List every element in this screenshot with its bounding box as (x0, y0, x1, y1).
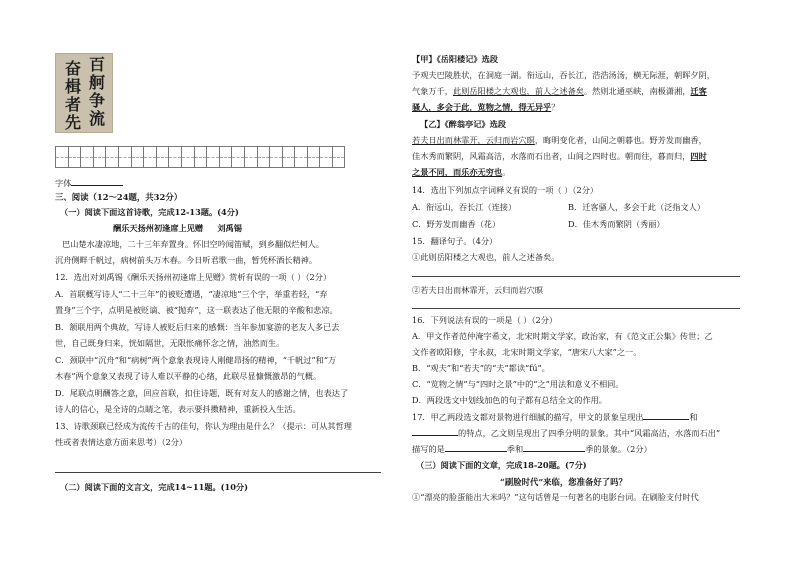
question-17-line2: 的特点，乙文则呈现出了四季分明的景象。其中“风霜高洁，水落而石出” (412, 427, 720, 439)
q14-option-a: A．衔远山，吞长江（连接） (412, 202, 517, 212)
underlined-sentence: 此则岳阳楼之大观也，前人之述备矣 (452, 86, 584, 96)
question-17-line3: 描写的是 季和 季的景象。（2分） (412, 444, 652, 454)
q17-blank-2[interactable] (412, 427, 458, 436)
option-b-line2: 世，自己既身归来，恍如隔世，无限怅痛怀念之情，油然而生。 (55, 338, 285, 348)
option-a-line1: A．首联概写诗人“二十三年”的被贬遭遇，“凄凉地”三个字，举重若轻，“弃 (55, 289, 328, 299)
answer-line-15-1[interactable] (412, 276, 740, 277)
underlined-sentence: 四时 (690, 151, 707, 161)
q16-option-b: B．“观夫”和“若夫”的“夫”都读“fú”。 (412, 363, 550, 373)
writing-grid[interactable] (55, 146, 345, 168)
part3-heading: （三）阅读下面的文章，完成18-20题。(7分) (416, 460, 587, 470)
jia-heading: 【甲】《岳阳楼记》选段 (412, 54, 498, 64)
option-d-line1: D．尾联点明酬答之意，回应首联，扣住诗题，既有对友人的感谢之情，也表达了 (55, 388, 349, 398)
q14-option-b: B．迁客骚人，多会于此（泛指文人） (568, 202, 706, 212)
part1-heading: （一）阅读下面这首诗歌，完成12-13题。(4分) (60, 207, 239, 217)
yi-line-3: 之景不同，而乐亦无穷也。 (412, 167, 511, 177)
q14-option-d: D．佳木秀而繁阴（秀丽） (568, 219, 665, 229)
q16-option-d: D．两段选文中划线加色的句子都有总结全文的作用。 (412, 395, 607, 405)
seal-char: 先 (65, 113, 82, 132)
font-label: 字体 (55, 178, 72, 188)
option-c-line2: 木春”两个意象又表现了诗人难以平静的心绪，此联尽显慷慨激昂的气概。 (55, 371, 322, 381)
underlined-sentence: 迁客 (690, 86, 707, 96)
section-heading: 三、阅读（12～24题，共32分） (55, 192, 183, 202)
jia-line-1: 予观夫巴陵胜状，在洞庭一湖。衔远山，吞长江，浩浩汤汤，横无际涯，朝晖夕阴， (412, 70, 715, 80)
poem-title: 酬乐天扬州初逢席上见赠 (113, 223, 204, 233)
underlined-sentence: 若夫日出而林霏开，云归而岩穴暝 (412, 135, 535, 145)
option-c-line1: C．颈联中“沉舟”和“病树”两个意象表现诗人刚健昂扬的精神，“千帆过”和“万 (55, 355, 337, 365)
q15-sentence-1: ①此则岳阳楼之大观也，前人之述备矣。 (412, 252, 560, 262)
q17-blank-3[interactable] (445, 443, 507, 452)
q15-sentence-2: ②若夫日出而林霏开，云归而岩穴暝 (412, 285, 544, 295)
seal-char: 流 (89, 109, 106, 128)
seal-char: 争 (89, 91, 106, 110)
motto-seal (55, 53, 113, 133)
article-title: “刷脸时代”来临，您准备好了吗？ (500, 477, 627, 487)
yi-line-2: 佳木秀而繁阴，风霜高洁，水落而石出者，山间之四时也。朝而往，暮而归，四时 (412, 151, 707, 161)
question-13-line2: 性或者表情达意方面来思考）（2分） (55, 437, 188, 447)
q16-option-a-line1: A．甲文作者范仲淹字希文，北宋时期文学家，政治家，有《范文正公集》传世；乙 (412, 331, 713, 341)
seal-char: 楫 (65, 77, 82, 96)
answer-line-13[interactable] (55, 472, 381, 473)
seal-char: 舸 (89, 73, 106, 92)
poem-line-2: 沉舟侧畔千帆过，病树前头万木春。今日听君歌一曲，暂凭杯酒长精神。 (55, 255, 318, 265)
q17-blank-4[interactable] (523, 443, 585, 452)
jia-line-2: 气象万千，此则岳阳楼之大观也，前人之述备矣。然则北通巫峡，南极潇湘，迁客 (412, 86, 707, 96)
question-15: 15．翻译句子。（4分） (412, 236, 498, 246)
underlined-sentence: 之景不同，而乐亦无穷也 (412, 167, 503, 177)
q17-blank-1[interactable] (643, 411, 689, 420)
question-13-line1: 13、诗歌颈联已经成为流传千古的佳句，你认为理由是什么？（提示：可从其哲理 (55, 421, 352, 431)
option-a-line2: 置身”三个字，点明是被贬谪、被“抛弃”，这一联表达了他无限的辛酸和悲凉。 (55, 305, 338, 315)
seal-char: 者 (65, 95, 82, 114)
question-14: 14．选出下列加点字词释义有误的一项（ ）（2分） (412, 185, 599, 195)
yi-heading: 【乙】《醉翁亭记》选段 (420, 119, 506, 129)
question-12: 12．选出对刘禹锡《酬乐天扬州初逢席上见赠》赏析有误的一项（ ）（2分） (55, 272, 332, 282)
poem-author: 刘禹锡 (217, 223, 242, 233)
jia-line-3: 骚人，多会于此，览物之情，得无异乎？ (412, 102, 560, 112)
seal-char: 百 (89, 55, 106, 74)
question-16: 16．下列说法有误的一项是（ ）（2分） (412, 315, 558, 325)
q14-option-c: C．野芳发而幽香（花） (412, 219, 501, 229)
q16-option-c: C．“览物之情”与“四时之景”中的“之”用法和意义不相同。 (412, 379, 624, 389)
part2-heading: （二）阅读下面的文言文，完成14~11题。(10分) (60, 482, 248, 492)
underlined-sentence: 骚人，多会于此，览物之情，得无异乎 (412, 102, 552, 112)
font-blank[interactable] (71, 177, 123, 186)
answer-line-15-2[interactable] (412, 308, 740, 309)
question-17-line1: 17．甲乙两段选文都对景物进行细腻的描写，甲文的景象呈现出 和 (412, 412, 698, 422)
poem-line-1: 巴山楚水凄凉地，二十三年弃置身。怀旧空吟闻笛赋，到乡翻似烂柯人。 (62, 239, 325, 249)
option-b-line1: B．颔联用两个典故，写诗人被贬后归来的感慨：当年参加宴游的老友人多已去 (55, 322, 340, 332)
yi-line-1: 若夫日出而林霏开，云归而岩穴暝，晦明变化者，山间之朝暮也。野芳发而幽香， (412, 135, 707, 145)
font-label-row (55, 177, 123, 189)
seal-char: 奋 (65, 59, 82, 78)
option-d-line2: 诗人的信心，是全诗的点睛之笔，表示要抖擞精神，重新投入生活。 (55, 404, 301, 414)
q16-option-a-line2: 文作者欧阳修，字永叔，北宋时期文学家，“唐宋八大家”之一。 (412, 347, 642, 357)
poem-title-row (113, 223, 242, 234)
article-paragraph-1: ①“漂亮的脸蛋能出大米吗？”这句话曾是一句著名的电影台词。在刷脸支付时代 (412, 492, 699, 502)
